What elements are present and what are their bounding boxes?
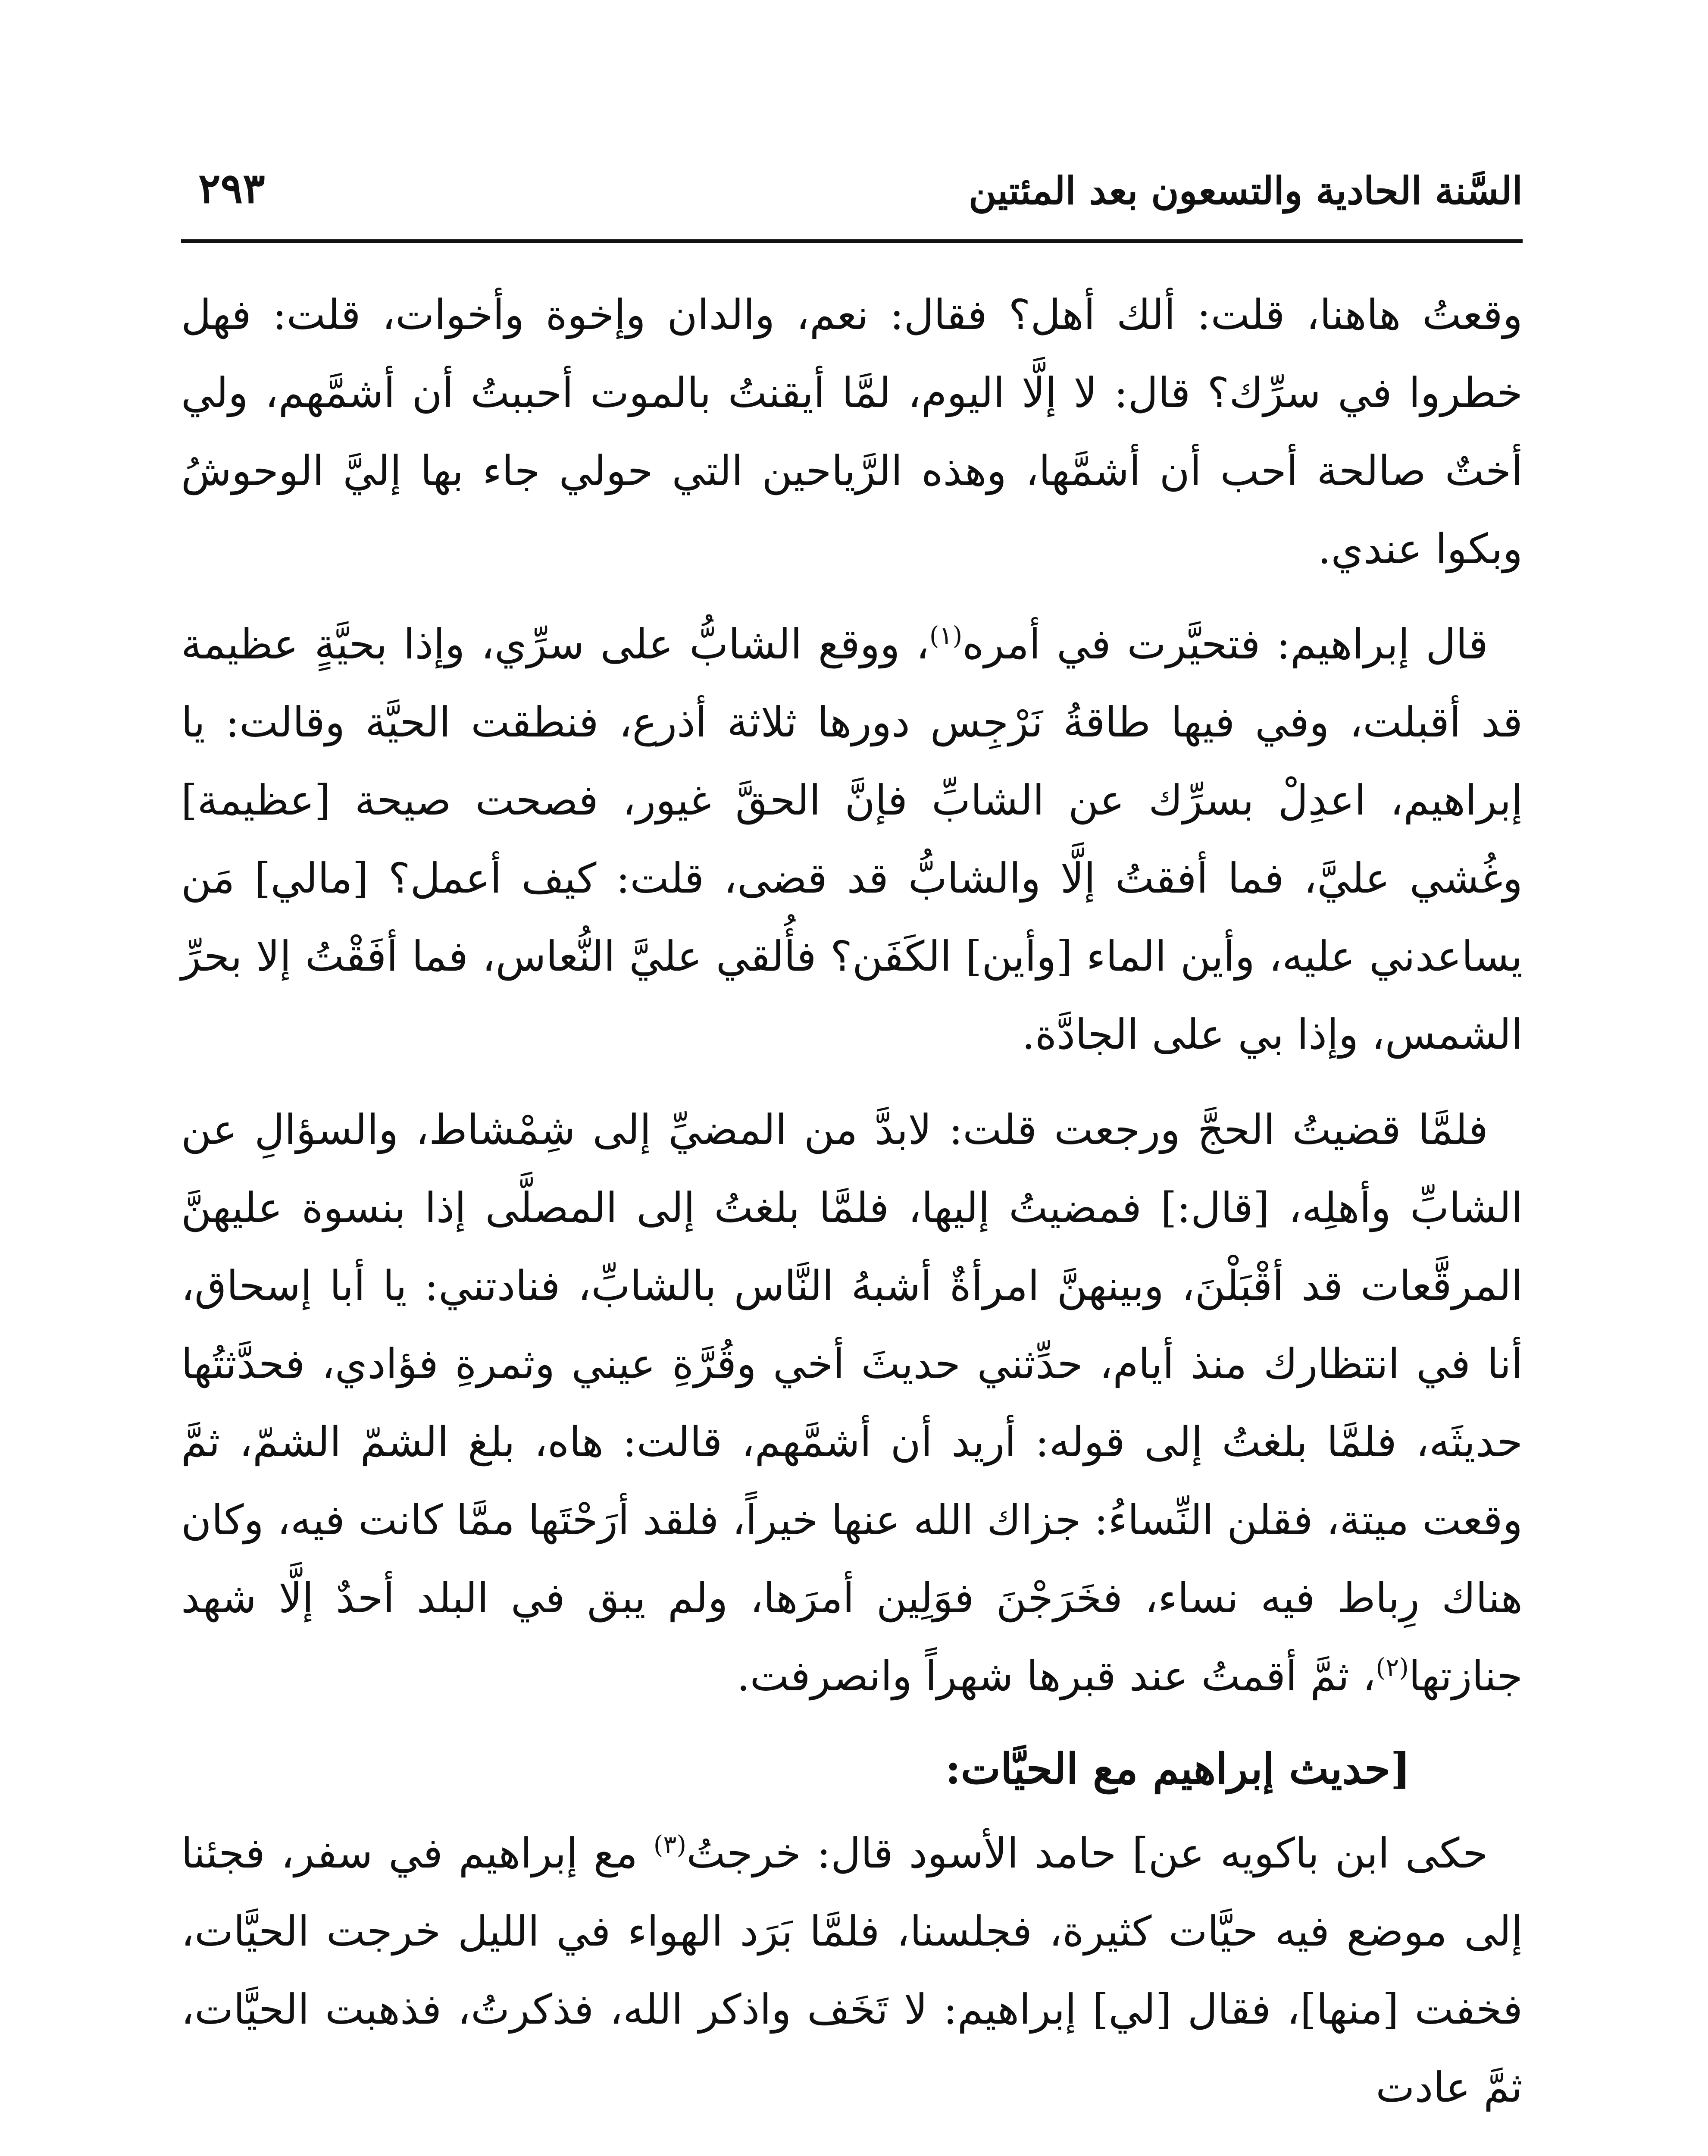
paragraph-2-text-end: ، ووقع الشابُّ على سرِّي، وإذا بحيَّةٍ عظيمة قد أقبلت، وفي فيها طاقةُ نَرْجِس دورها ثلاثة أذرع، فنطقت الحيَّة وقالت: يا إبراهيم، اعدِلْ بسرِّك عن الشابِّ فإنَّ الحقَّ غيور، فصحت صيحة [عظيمة] وغُشي عليَّ، فما أفقتُ إلَّا والشابُّ قد قضى، قلت: كيف أعمل؟ [مالي] مَن يساعدني عليه، وأين الماء [وأين] الكَفَن؟ فأُلقي عليَّ النُّعاس، فما أفَقْتُ إلا بحرِّ الشمس، وإذا بي على الجادَّة. <box>181 620 1523 1059</box>
paragraph-2 <box>181 605 1523 1074</box>
footnote-ref-1[interactable]: (١) <box>929 621 963 650</box>
main-text <box>181 276 1523 2144</box>
paragraph-4 <box>181 1814 1523 2127</box>
paragraph-1-text: وقعتُ هاهنا، قلت: ألك أهل؟ فقال: نعم، والدان وإخوة وأخوات، قلت: فهل خطروا في سرِّك؟ قال: لا إلَّا اليوم، لمَّا أيقنتُ بالموت أحببتُ أن أشمَّهم، ولي أختٌ صالحة أحب أن أشمَّها، وهذه الرَّياحين التي حولي جاء بها إليَّ الوحوشُ وبكوا عندي. <box>181 291 1523 573</box>
paragraph-2-text-start: قال إبراهيم: فتحيَّرت في أمره <box>962 620 1489 668</box>
header-rule <box>181 239 1523 243</box>
paragraph-1 <box>181 276 1523 588</box>
page-header <box>181 155 1523 224</box>
paragraph-3-text-start: فلمَّا قضيتُ الحجَّ ورجعت قلت: لابدَّ من المضيِّ إلى شِمْشاط، والسؤالِ عن الشابِّ وأهلِه، [قال:] فمضيتُ إليها، فلمَّا بلغتُ إلى المصلَّى إذا بنسوة عليهنَّ المرقَّعات قد أقْبَلْنَ، وبينهنَّ امرأةٌ أشبهُ النَّاس بالشابِّ، فنادتني: يا أبا إسحاق، أنا في انتظارك منذ أيام، حدِّثني حديثَ أخي وقُرَّةِ عيني وثمرةِ فؤادي، فحدَّثتُها حديثَه، فلمَّا بلغتُ إلى قوله: أريد أن أشمَّهم، قالت: هاه، بلغ الشمّ الشمّ، ثمَّ وقعت ميتة، فقلن النِّساءُ: جزاك الله عنها خيراً، فلقد أرَحْتَها ممَّا كانت فيه، وكان هناك رِباط فيه نساء، فخَرَجْنَ فوَلِين أمرَها، ولم يبق في البلد أحدٌ إلَّا شهد جنازتها <box>181 1106 1523 1700</box>
paragraph-4-text-end: مع إبراهيم في سفر، فجئنا إلى موضع فيه حيَّات كثيرة، فجلسنا، فلمَّا بَرَد الهواء في الليل خرجت الحيَّات، فخفت [منها]، فقال [لي] إبراهيم: لا تَخَف واذكر الله، فذكرتُ، فذهبت الحيَّات، ثمَّ عادت <box>181 1829 1523 2112</box>
paragraph-3 <box>181 1091 1523 1715</box>
page-number: ٢٩٣ <box>198 164 265 213</box>
footnote-ref-3[interactable]: (٣) <box>653 1830 687 1859</box>
paragraph-3-text-end: ، ثمَّ أقمتُ عند قبرها شهراً وانصرفت. <box>737 1652 1376 1700</box>
footnote-ref-2[interactable]: (٢) <box>1376 1653 1409 1682</box>
running-title: السَّنة الحادية والتسعون بعد المئتين <box>968 168 1523 213</box>
paragraph-4-text-start: حكى ابن باكويه عن] حامد الأسود قال: خرجتُ <box>686 1829 1488 1877</box>
section-heading: [حديث إبراهيم مع الحيَّات: <box>945 1744 1411 1794</box>
